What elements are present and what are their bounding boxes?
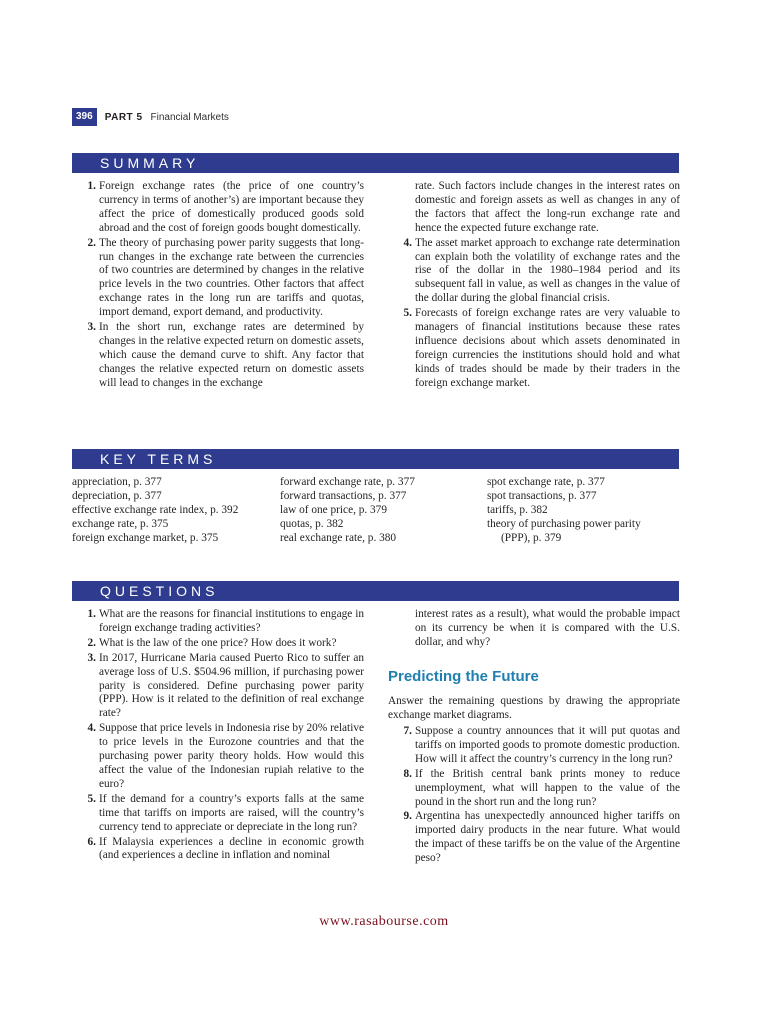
question-item [72, 608, 364, 636]
summary-right-column [388, 180, 680, 392]
summary-continuation: rate. Such factors include changes in the interest rates on domestic and foreign assets as well as changes in any of the factors that affect the long-run exchange rate and hence the expected future exchange rate. [415, 180, 680, 234]
item-number: 2. [87, 636, 96, 649]
questions-right-list [388, 725, 680, 867]
question-item [388, 768, 680, 810]
key-term: appreciation, p. 377 [72, 476, 162, 488]
item-number: 3. [87, 321, 96, 334]
item-number: 1. [87, 608, 96, 620]
key-term: law of one price, p. 379 [280, 503, 387, 516]
key-term: forward exchange rate, p. 377 [280, 476, 415, 488]
summary-item [388, 237, 680, 307]
question-item [72, 652, 364, 722]
item-text: If the demand for a country’s exports falls at the same time that tariffs on imports are raised, will the country’s currency tend to appreciate or depreciate in the long run? [99, 792, 364, 833]
footer-url: www.rasabourse.com [319, 914, 449, 929]
item-text: In 2017, Hurricane Maria caused Puerto Rico to suffer an average loss of U.S. $504.96 million, if purchasing power parity is considered. Define purchasing power parity (PPP). How is it related to the definition of real exchange rate? [99, 651, 364, 720]
item-text: If the British central bank prints money to reduce unemployment, what will happen to the value of the pound in the short run and the long run? [415, 767, 680, 808]
item-text: What is the law of the one price? How does it work? [99, 636, 337, 649]
predicting-future-intro: Answer the remaining questions by drawing the appropriate exchange market diagrams. [388, 695, 680, 721]
item-text: Suppose that price levels in Indonesia rise by 20% relative to price levels in the Eurozone countries and that the purchasing power parity theory holds. How would this affect the value of the Indonesian rupiah relative to the euro? [99, 722, 364, 790]
key-term: effective exchange rate index, p. 392 [72, 503, 239, 516]
question-item [72, 793, 364, 835]
item-number: 8. [403, 767, 412, 780]
key-terms-heading: KEY TERMS [72, 449, 679, 469]
page-number: 396 [72, 108, 97, 126]
key-terms-column-1 [72, 476, 238, 546]
summary-item [72, 237, 364, 320]
item-number: 1. [87, 180, 96, 192]
item-text: Argentina has unexpectedly announced higher tariffs on imported dairy products in the near future. What would the impact of these tariffs be on the value of the Argentine peso? [415, 810, 680, 865]
question-item [72, 722, 364, 792]
question-item [388, 810, 680, 866]
question-item [388, 725, 680, 767]
key-term: foreign exchange market, p. 375 [72, 531, 219, 544]
question-continuation: interest rates as a result), what would the probable impact on its currency be when it is compared with the U.S. dollar, and why? [415, 608, 680, 648]
key-term: depreciation, p. 377 [72, 489, 162, 502]
key-term: spot transactions, p. 377 [487, 489, 597, 502]
key-terms-column-2 [280, 476, 415, 546]
summary-item [72, 321, 364, 391]
item-text: Foreign exchange rates (the price of one country’s currency in terms of another’s) are important because they affect the price of domestically produced goods sold abroad and the cost of foreign goods bought domestically. [99, 180, 364, 234]
key-term: quotas, p. 382 [280, 517, 344, 530]
item-number: 4. [403, 236, 412, 249]
questions-heading: QUESTIONS [72, 581, 679, 601]
questions-right-column [388, 608, 680, 650]
key-term: real exchange rate, p. 380 [280, 531, 397, 544]
question-item [72, 637, 364, 651]
item-text: If Malaysia experiences a decline in economic growth (and experiences a decline in inflation and nominal [99, 835, 364, 862]
item-number: 3. [87, 651, 96, 664]
summary-left-column [72, 180, 364, 392]
item-text: In the short run, exchange rates are determined by changes in the relative expected return on domestic assets, which cause the demand curve to shift. Any factor that changes the relative expected return on domestic assets will lead to changes in the exchange [99, 321, 364, 389]
running-header [72, 108, 229, 126]
question-item [72, 836, 364, 864]
key-term: tariffs, p. 382 [487, 503, 548, 516]
item-number: 5. [87, 792, 96, 805]
item-number: 6. [87, 835, 96, 848]
item-number: 4. [87, 722, 96, 735]
key-terms-column-3 [487, 476, 641, 546]
summary-heading: SUMMARY [72, 153, 679, 173]
item-text: The asset market approach to exchange rate determination can explain both the volatility of exchange rates and the rise of the dollar in the 1980–1984 period and its subsequent fall in value, as well as changes in the value of the dollar during the global financial crisis. [415, 236, 680, 305]
item-number: 7. [403, 725, 412, 737]
key-term: forward transactions, p. 377 [280, 489, 407, 502]
part-label: PART 5 [104, 111, 143, 123]
item-number: 9. [403, 810, 412, 823]
part-title: Financial Markets [150, 111, 229, 123]
item-number: 5. [403, 307, 412, 320]
item-text: What are the reasons for financial institutions to engage in foreign exchange trading activities? [99, 608, 364, 634]
item-text: Suppose a country announces that it will put quotas and tariffs on imported goods to promote domestic production. How will it affect the country’s currency in the long run? [415, 725, 680, 765]
key-term-continuation: (PPP), p. 379 [501, 531, 562, 544]
item-text: Forecasts of foreign exchange rates are very valuable to managers of financial institutions because these rates influence decisions about which assets denominated in foreign currencies the institutions should hold and what kinds of trades should be made by their traders in the foreign exchange market. [415, 307, 680, 389]
questions-left-column [72, 608, 364, 864]
summary-item [72, 180, 364, 236]
key-term: theory of purchasing power parity [487, 517, 641, 530]
key-term: spot exchange rate, p. 377 [487, 476, 605, 488]
key-term: exchange rate, p. 375 [72, 517, 169, 530]
item-number: 2. [87, 236, 96, 249]
predicting-future-subheading: Predicting the Future [388, 668, 539, 685]
item-text: The theory of purchasing power parity suggests that long-run changes in the exchange rate between the currencies of two countries are determined by changes in the relative price levels in the two countries. Other factors that affect exchange rates in the long run are tariffs and quotas, import demand, export demand, and productivity. [99, 236, 364, 319]
summary-item [388, 307, 680, 390]
